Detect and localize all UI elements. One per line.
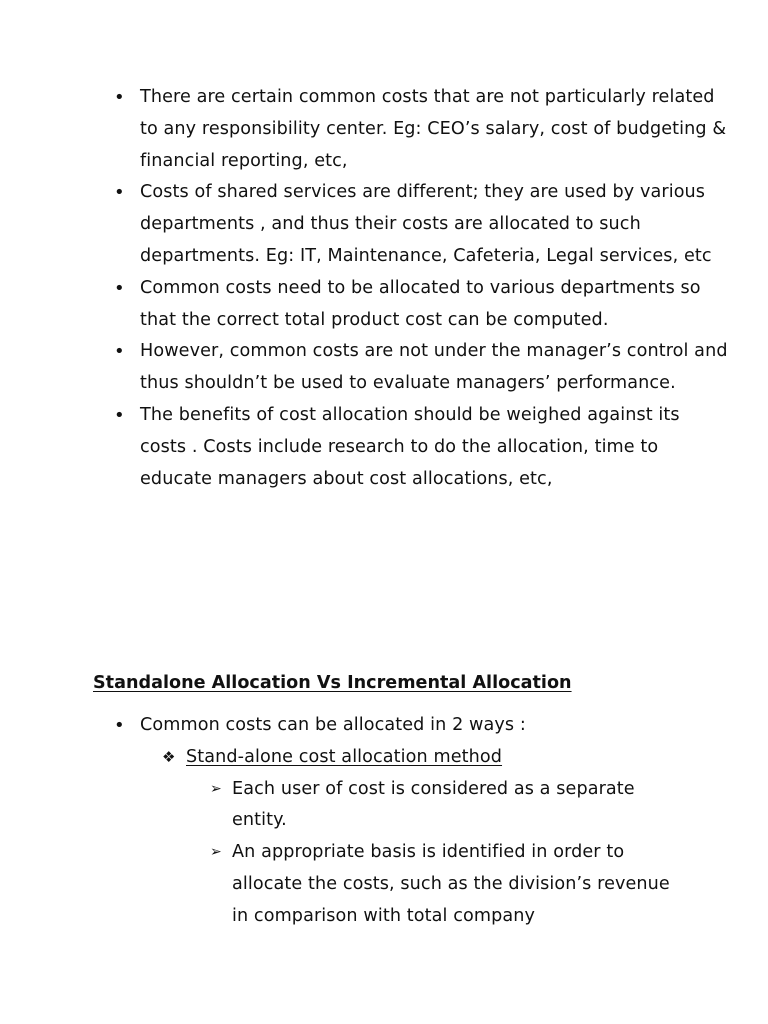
list-item [0,273,768,337]
bullet-icon: • [114,404,125,426]
diamond-bullet-icon: ❖ [162,747,176,766]
list-item [0,336,768,400]
section-heading: Standalone Allocation Vs Incremental Allocation [93,673,572,693]
bullet-icon: • [114,341,125,363]
bullet-icon: • [114,87,125,108]
bullet-icon: • [114,277,125,299]
point-text: An appropriate basis is identified in order to allocate the costs, such as the division’s revenue in comparison with total company [232,842,670,926]
list-item [0,82,768,177]
arrow-bullet-icon: ➢ [210,780,222,797]
point-text: Each user of cost is considered as a separate entity. [232,778,635,831]
list-item [0,710,768,742]
section-list [0,710,768,933]
bullet-text: Common costs can be allocated in 2 ways : [140,715,526,735]
bullet-list [0,82,768,495]
method-title: Stand-alone cost allocation method [186,746,503,767]
list-item [0,400,768,495]
sub-list-item [0,742,768,774]
arrow-bullet-icon: ➢ [210,844,222,861]
sub-sub-list-item [0,774,768,838]
bullet-icon: • [114,715,125,736]
bullet-text: However, common costs are not under the manager’s control and thus shouldn’t be used to evaluate managers’ performance. [140,341,728,394]
sub-sub-list-item [0,837,768,932]
bullet-text: There are certain common costs that are not particularly related to any responsibility center. Eg: CEO’s salary, cost of budgeting & financial reporting, etc, [140,87,727,171]
bullet-icon: • [114,182,125,204]
bullet-text: Costs of shared services are different; they are used by various departments , and thus their costs are allocated to such departments. Eg: IT, Maintenance, Cafeteria, Legal services, etc [140,182,712,266]
list-item [0,177,768,272]
bullet-text: The benefits of cost allocation should be weighed against its costs . Costs include research to do the allocation, time to educate managers about cost allocations, etc, [140,404,680,489]
bullet-text: Common costs need to be allocated to various departments so that the correct total product cost can be computed. [140,277,701,330]
